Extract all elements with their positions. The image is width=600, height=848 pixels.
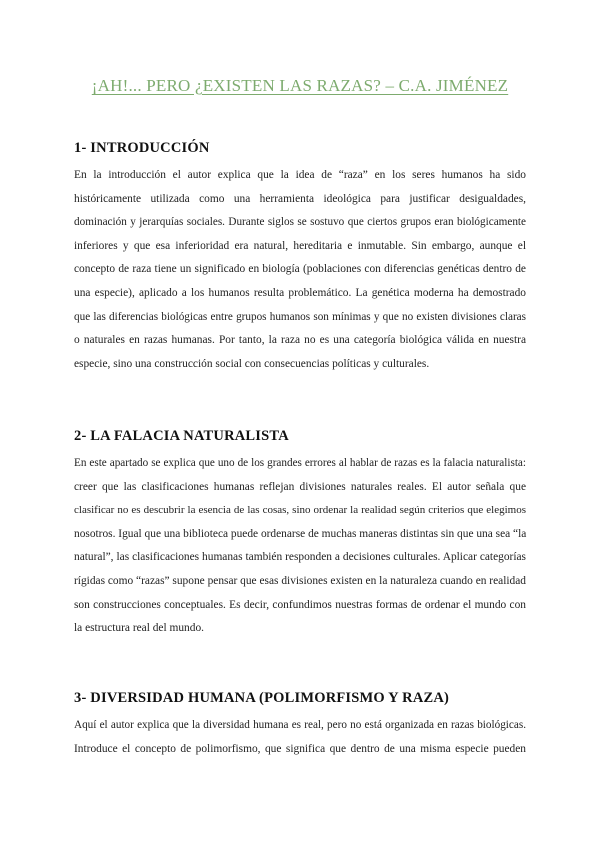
text-line: inferiores y que esa inferioridad era natural, hereditaria e inmutable. Sin embargo, aunque el xyxy=(74,239,526,252)
section-2-heading: 2- LA FALACIA NATURALISTA xyxy=(74,428,289,444)
text-line: nosotros. Igual que una biblioteca puede ordenarse de muchas maneras distintas sin que una sea “la xyxy=(74,527,527,540)
text-line: especie, sino una construcción social con consecuencias políticas y culturales. xyxy=(74,357,430,370)
text-line: En la introducción el autor explica que la idea de “raza” en los seres humanos ha sido xyxy=(74,169,526,181)
section-3-heading: 3- DIVERSIDAD HUMANA (POLIMORFISMO Y RAZA) xyxy=(74,690,450,706)
text-line: Introduce el concepto de polimorfismo, que significa que dentro de una misma especie pueden xyxy=(74,742,526,755)
text-line: o naturales en razas humanas. Por tanto, la raza no es una categoría biológica válida en nuestra xyxy=(74,334,526,347)
text-line: natural”, las clasificaciones humanas también responden a decisiones culturales. Aplicar categorías xyxy=(74,551,526,564)
text-line: son construcciones conceptuales. Es decir, confundimos nuestras formas de ordenar el mundo con xyxy=(74,598,526,611)
text-line: la estructura real del mundo. xyxy=(74,622,204,635)
text-line: que las diferencias biológicas entre grupos humanos son mínimas y que no existen divisiones claras xyxy=(74,310,526,323)
text-line: rígidas como “razas” supone pensar que esas divisiones existen en la naturaleza cuando en realidad xyxy=(74,574,526,587)
section-2-paragraph xyxy=(74,452,526,641)
section-3-paragraph xyxy=(74,714,526,761)
section-1-paragraph xyxy=(74,164,526,376)
text-line: Aquí el autor explica que la diversidad humana es real, pero no está organizada en razas biológicas. xyxy=(74,719,526,731)
text-line: una especie), aplicado a los humanos resulta problemático. La genética moderna ha demostrado xyxy=(74,286,526,299)
text-line: En este apartado se explica que uno de los grandes errores al hablar de razas es la falacia naturalista: xyxy=(74,457,526,469)
text-line: concepto de raza tiene un significado en biología (poblaciones con diferencias genéticas dentro de xyxy=(74,263,526,276)
text-line: históricamente utilizada como una herramienta ideológica para justificar desigualdades, xyxy=(74,192,526,205)
text-line: dominación y jerarquías sociales. Durante siglos se sostuvo que ciertos grupos eran biológicamente xyxy=(74,216,526,229)
text-line: clasificar no es descubrir la esencia de las cosas, sino ordenar la realidad según criterios que elegimos xyxy=(74,504,526,517)
document-title: ¡AH!... PERO ¿EXISTEN LAS RAZAS? – C.A. JIMÉNEZ xyxy=(91,76,509,95)
section-1-heading: 1- INTRODUCCIÓN xyxy=(74,140,210,156)
text-line: creer que las clasificaciones humanas reflejan divisiones naturales reales. El autor señala que xyxy=(74,480,526,493)
